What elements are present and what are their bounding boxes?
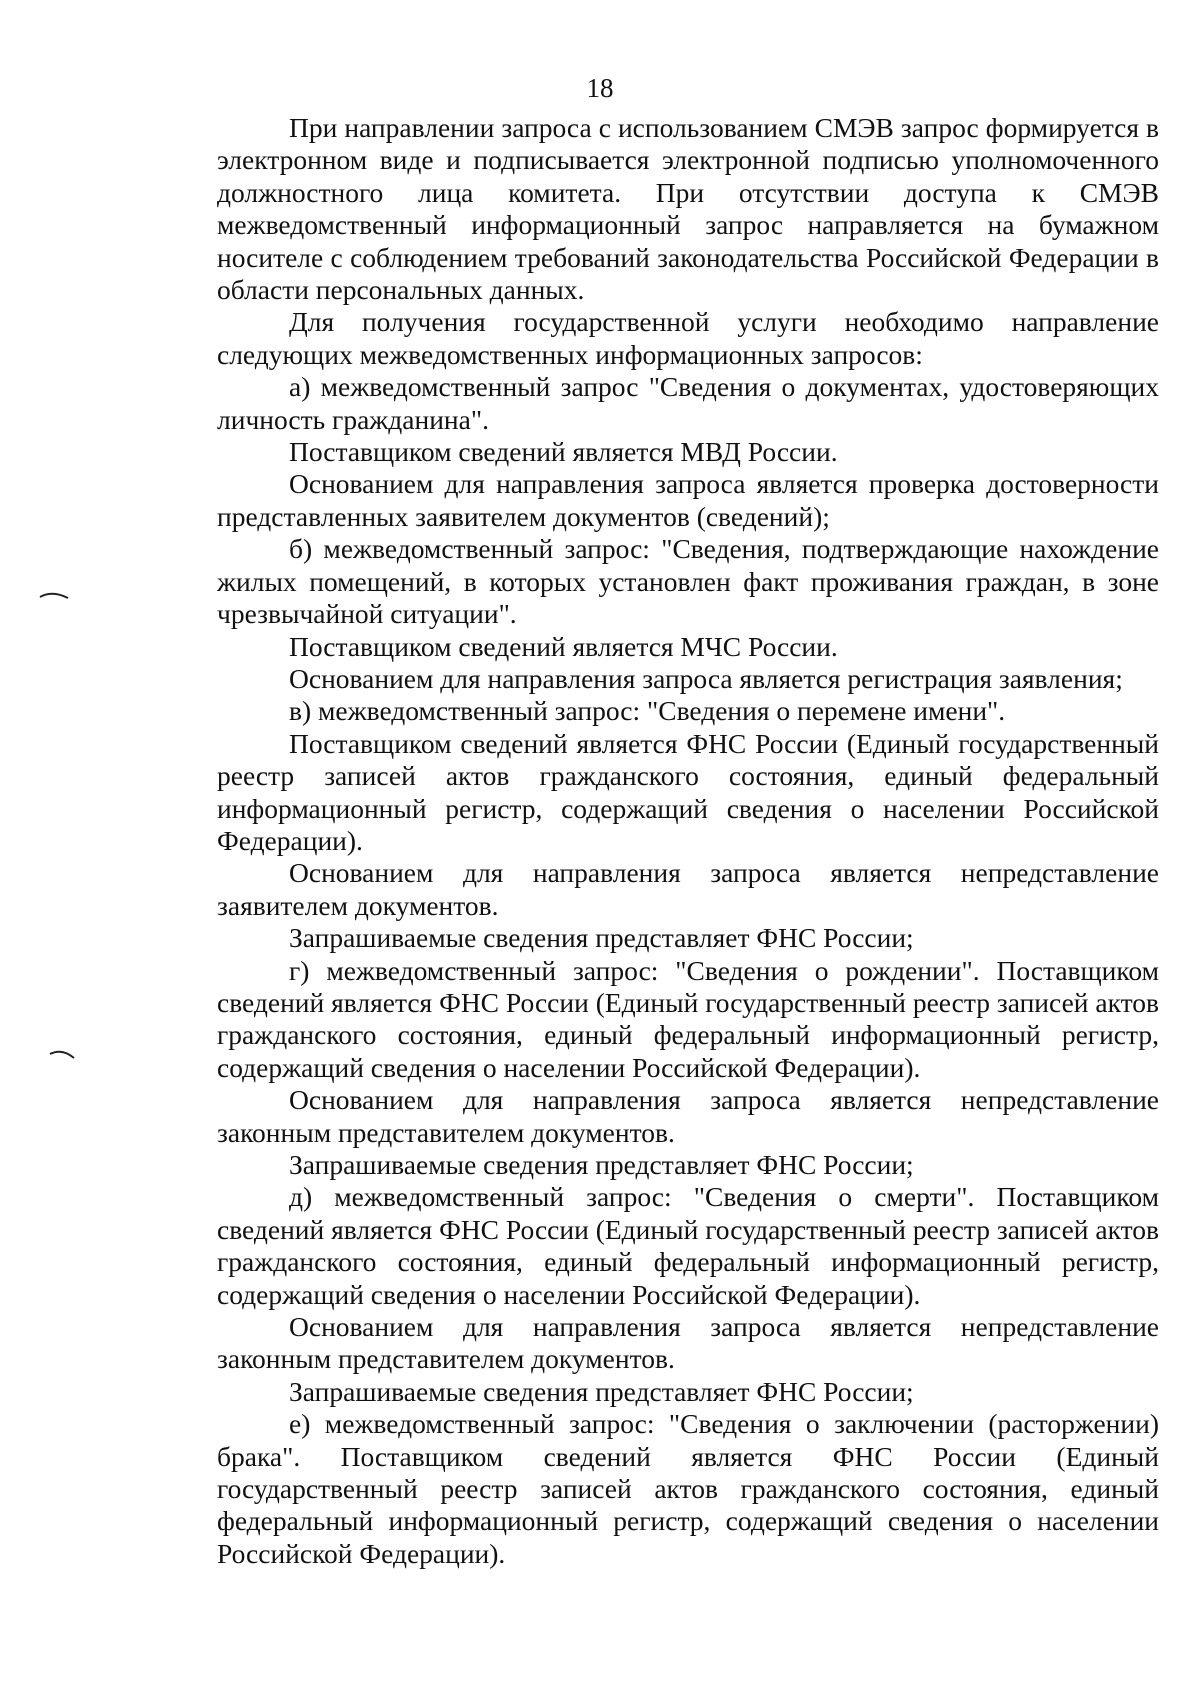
paragraph-supplier-fns-name-change: Поставщиком сведений является ФНС России (Единый государственный реестр записей актов гражданского состояния, единый федеральный информационный регистр, содержащий сведения о населении Российской Федерации). bbox=[217, 727, 1159, 856]
paragraph-basis-applicant: Основанием для направления запроса является непредставление заявителем документов. bbox=[217, 857, 1159, 921]
paragraph-request-d: д) межведомственный запрос: "Сведения о смерти". Поставщиком сведений является ФНС России (Единый государственный реестр записей актов гражданского состояния, единый федеральный информационный регистр, содержащий сведения о населении Российской Федерации). bbox=[217, 1181, 1159, 1310]
paragraph-basis-representative-1: Основанием для направления запроса является непредставление законным представителем документов. bbox=[217, 1084, 1159, 1148]
paragraph-request-a: а) межведомственный запрос "Сведения о документах, удостоверяющих личность гражданина". bbox=[217, 371, 1159, 435]
paragraph-basis-verification: Основанием для направления запроса является проверка достоверности представленных заявителем документов (сведений); bbox=[217, 468, 1159, 532]
paragraph-supplier-mchs: Поставщиком сведений является МЧС России. bbox=[289, 630, 838, 662]
paragraph-request-v: в) межведомственный запрос: "Сведения о перемене имени". bbox=[289, 695, 1006, 727]
margin-mark-2 bbox=[48, 1048, 78, 1064]
paragraph-supplier-mvd: Поставщиком сведений является МВД России. bbox=[289, 436, 838, 468]
paragraph-request-g: г) межведомственный запрос: "Сведения о рождении". Поставщиком сведений является ФНС России (Единый государственный реестр записей актов гражданского состояния, единый федеральный информационный регистр, содержащий сведения о населении Российской Федерации). bbox=[217, 954, 1159, 1083]
margin-mark-1 bbox=[38, 588, 72, 602]
paragraph-smev-request: При направлении запроса с использованием СМЭВ запрос формируется в электронном виде и подписывается электронной подписью уполномоченного должностного лица комитета. При отсутствии доступа к СМЭВ межведомственный информационный запрос направляется на бумажном носителе с соблюдением требований законодательства Российской Федерации в области персональных данных. bbox=[217, 112, 1159, 306]
paragraph-fns-provides-1: Запрашиваемые сведения представляет ФНС России; bbox=[289, 922, 914, 954]
paragraph-basis-representative-2: Основанием для направления запроса является непредставление законным представителем документов. bbox=[217, 1311, 1159, 1375]
paragraph-request-b: б) межведомственный запрос: "Сведения, подтверждающие нахождение жилых помещений, в которых установлен факт проживания граждан, в зоне чрезвычайной ситуации". bbox=[217, 533, 1159, 630]
page-number: 18 bbox=[586, 73, 614, 103]
paragraph-basis-registration: Основанием для направления запроса является регистрация заявления; bbox=[289, 662, 1123, 694]
paragraph-fns-provides-3: Запрашиваемые сведения представляет ФНС России; bbox=[289, 1375, 914, 1407]
document-body bbox=[217, 112, 1159, 1570]
paragraph-request-e: е) межведомственный запрос: "Сведения о заключении (расторжении) брака". Поставщиком сведений является ФНС России (Единый государственный реестр записей актов гражданского состояния, единый федеральный информационный регистр, содержащий сведения о населении Российской Федерации). bbox=[217, 1408, 1159, 1569]
paragraph-required-requests: Для получения государственной услуги необходимо направление следующих межведомственных информационных запросов: bbox=[217, 306, 1159, 370]
paragraph-fns-provides-2: Запрашиваемые сведения представляет ФНС России; bbox=[289, 1149, 914, 1180]
